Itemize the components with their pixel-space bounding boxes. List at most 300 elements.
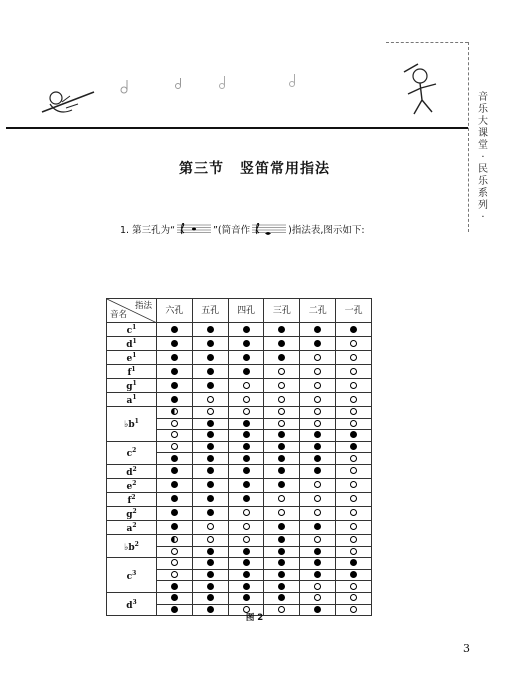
closed-hole-icon <box>207 420 214 427</box>
sidebar-char: 乐 <box>478 176 488 187</box>
closed-hole-icon <box>243 420 250 427</box>
note-octave-mark: 2 <box>132 447 137 455</box>
fingering-row <box>107 492 372 506</box>
closed-hole-icon <box>207 455 214 462</box>
fingering-row <box>107 323 372 337</box>
open-hole-icon <box>278 396 285 403</box>
closed-hole-icon <box>243 455 250 462</box>
note-name-cell <box>107 323 157 337</box>
closed-hole-icon <box>314 326 321 333</box>
open-hole-icon <box>207 523 214 530</box>
closed-hole-icon <box>243 583 250 590</box>
open-hole-icon <box>350 594 357 601</box>
hole-cell <box>228 506 264 520</box>
closed-hole-icon <box>207 495 214 502</box>
closed-hole-icon <box>243 467 250 474</box>
closed-hole-icon <box>207 443 214 450</box>
hole-cell <box>228 546 264 558</box>
closed-hole-icon <box>243 340 250 347</box>
closed-hole-icon <box>243 443 250 450</box>
hole-cell <box>300 464 336 478</box>
fingering-chart-table <box>106 298 372 616</box>
closed-hole-icon <box>207 431 214 438</box>
hole-cell <box>336 492 372 506</box>
open-hole-icon <box>350 354 357 361</box>
instruction-prefix: 1. 第三孔为“ <box>120 225 176 236</box>
hole-cell <box>336 478 372 492</box>
note-name-cell <box>107 464 157 478</box>
hole-cell <box>336 379 372 393</box>
closed-hole-icon <box>243 571 250 578</box>
open-hole-icon <box>278 382 285 389</box>
hole-cell <box>264 393 300 407</box>
hole-cell <box>228 478 264 492</box>
hole-cell <box>300 506 336 520</box>
open-hole-icon <box>350 420 357 427</box>
hole-cell <box>264 464 300 478</box>
hole-cell <box>192 492 228 506</box>
note-name-cell <box>107 393 157 407</box>
hole-cell <box>336 441 372 453</box>
hole-cell <box>336 407 372 419</box>
hole-cell <box>157 441 193 453</box>
open-hole-icon <box>278 420 285 427</box>
note-name-cell <box>107 558 157 593</box>
sidebar-char: 乐 <box>478 104 488 115</box>
hole-cell <box>192 323 228 337</box>
closed-hole-icon <box>171 340 178 347</box>
note-name: a <box>126 396 133 406</box>
hole-cell <box>300 430 336 442</box>
hole-cell <box>192 418 228 430</box>
hole-cell <box>336 569 372 581</box>
hole-cell <box>264 441 300 453</box>
note-name: d <box>126 340 133 350</box>
note-name-cell <box>107 379 157 393</box>
hole-cell <box>264 323 300 337</box>
open-hole-icon <box>278 368 285 375</box>
hole-cell <box>300 453 336 465</box>
hole-cell <box>157 430 193 442</box>
open-hole-icon <box>171 431 178 438</box>
hole-cell <box>264 569 300 581</box>
note-name: c <box>126 449 133 460</box>
fingering-row <box>107 478 372 492</box>
hole-cell <box>336 418 372 430</box>
hole-cell <box>336 520 372 534</box>
table-corner-header <box>107 299 157 323</box>
closed-hole-icon <box>243 326 250 333</box>
hole-cell <box>157 323 193 337</box>
hole-cell <box>157 492 193 506</box>
hole-cell <box>228 365 264 379</box>
hole-cell <box>264 379 300 393</box>
note-name: a <box>126 523 133 534</box>
hole-cell <box>300 393 336 407</box>
hole-cell <box>300 418 336 430</box>
corner-label-note-name: 音名 <box>110 310 128 320</box>
closed-hole-icon <box>314 455 321 462</box>
closed-hole-icon <box>171 583 178 590</box>
instruction-middle: ”(筒音作 <box>213 225 251 236</box>
hole-cell <box>264 546 300 558</box>
note-name: e <box>126 481 133 492</box>
hole-cell <box>300 323 336 337</box>
open-hole-icon <box>171 559 178 566</box>
open-hole-icon <box>350 340 357 347</box>
open-hole-icon <box>171 548 178 555</box>
hole-cell <box>157 506 193 520</box>
hole-cell <box>264 430 300 442</box>
sidebar-char: 列 <box>478 200 488 211</box>
note-octave-mark: 3 <box>132 569 137 577</box>
hole-cell <box>157 520 193 534</box>
hole-cell <box>300 365 336 379</box>
hole-cell <box>264 558 300 570</box>
open-hole-icon <box>350 467 357 474</box>
fingering-row <box>107 407 372 419</box>
hole-cell <box>336 464 372 478</box>
hole-cell <box>300 351 336 365</box>
hole-cell <box>192 407 228 419</box>
hole-cell <box>192 441 228 453</box>
hole-cell <box>264 418 300 430</box>
open-hole-icon <box>171 443 178 450</box>
section-number: 第三节 <box>179 161 224 177</box>
sidebar-char: · <box>481 212 485 223</box>
fingering-header-row <box>107 299 372 323</box>
note-name: ♭b <box>124 420 135 431</box>
hole-cell <box>264 492 300 506</box>
note-name: d <box>126 467 133 478</box>
open-hole-icon <box>207 396 214 403</box>
hole-cell <box>228 534 264 546</box>
hole-cell <box>228 464 264 478</box>
closed-hole-icon <box>171 481 178 488</box>
note-octave-mark: 3 <box>132 598 137 606</box>
closed-hole-icon <box>207 368 214 375</box>
fingering-row <box>107 365 372 379</box>
open-hole-icon <box>171 420 178 427</box>
hole-cell <box>228 492 264 506</box>
closed-hole-icon <box>350 571 357 578</box>
hole-cell <box>192 558 228 570</box>
open-hole-icon <box>243 509 250 516</box>
note-name: c <box>126 571 133 582</box>
hole-cell <box>300 569 336 581</box>
closed-hole-icon <box>278 481 285 488</box>
closed-hole-icon <box>243 548 250 555</box>
hole-cell <box>192 464 228 478</box>
header-dashed-border-right <box>468 42 469 232</box>
open-hole-icon <box>278 408 285 415</box>
note-name: c <box>126 326 133 336</box>
open-hole-icon <box>314 495 321 502</box>
open-hole-icon <box>278 495 285 502</box>
open-hole-icon <box>314 354 321 361</box>
note-octave-mark: 1 <box>132 338 137 345</box>
open-hole-icon <box>350 509 357 516</box>
page-number: 3 <box>463 642 470 655</box>
treble-staff-symbol <box>252 223 286 235</box>
hole-cell <box>157 534 193 546</box>
closed-hole-icon <box>171 354 178 361</box>
closed-hole-icon <box>207 583 214 590</box>
hole-cell <box>192 546 228 558</box>
note-name: f <box>127 495 132 506</box>
hole-cell <box>264 534 300 546</box>
closed-hole-icon <box>207 340 214 347</box>
note-name: ♭b <box>124 542 135 553</box>
closed-hole-icon <box>243 481 250 488</box>
closed-hole-icon <box>278 443 285 450</box>
dancing-musician-illustration <box>398 62 446 118</box>
open-hole-icon <box>350 481 357 488</box>
hole-cell <box>336 506 372 520</box>
hole-cell <box>264 337 300 351</box>
open-hole-icon <box>350 396 357 403</box>
closed-hole-icon <box>207 509 214 516</box>
hole-cell <box>264 506 300 520</box>
open-hole-icon <box>350 408 357 415</box>
hole-cell <box>264 351 300 365</box>
open-hole-icon <box>350 523 357 530</box>
hole-cell <box>336 365 372 379</box>
hole-cell <box>192 534 228 546</box>
sidebar-char: 音 <box>478 92 488 103</box>
music-note-doodle <box>214 70 304 94</box>
open-hole-icon <box>314 368 321 375</box>
note-name: g <box>126 509 133 520</box>
hole-cell <box>157 407 193 419</box>
hole-cell <box>192 337 228 351</box>
hole-cell <box>336 337 372 351</box>
note-octave-mark: 1 <box>131 366 136 373</box>
open-hole-icon <box>350 548 357 555</box>
header-rule <box>6 127 468 129</box>
hole-cell <box>300 546 336 558</box>
note-octave-mark: 2 <box>132 479 137 487</box>
sidebar-char: 民 <box>478 164 488 175</box>
hole-cell <box>192 430 228 442</box>
closed-hole-icon <box>243 559 250 566</box>
hole-cell <box>264 592 300 604</box>
hole-cell <box>192 365 228 379</box>
hole-cell <box>228 379 264 393</box>
section-heading: 竖笛常用指法 <box>240 161 330 177</box>
hole-cell <box>157 337 193 351</box>
note-octave-mark: 1 <box>134 418 139 426</box>
hole-cell <box>192 581 228 593</box>
closed-hole-icon <box>278 559 285 566</box>
hole-cell <box>192 520 228 534</box>
open-hole-icon <box>243 382 250 389</box>
hole-cell <box>264 520 300 534</box>
hole-cell <box>157 558 193 570</box>
fingering-row <box>107 558 372 570</box>
hole-column-header: 四孔 <box>228 299 264 323</box>
hole-cell <box>264 581 300 593</box>
hole-cell <box>192 379 228 393</box>
closed-hole-icon <box>243 368 250 375</box>
hole-column-header: 五孔 <box>192 299 228 323</box>
hole-cell <box>336 534 372 546</box>
hole-cell <box>192 393 228 407</box>
corner-label-fingering: 指法 <box>134 301 152 311</box>
hole-cell <box>336 558 372 570</box>
closed-hole-icon <box>314 559 321 566</box>
header-dashed-border-top <box>386 42 468 43</box>
hole-column-header: 二孔 <box>300 299 336 323</box>
fingering-row <box>107 337 372 351</box>
hole-cell <box>228 323 264 337</box>
closed-hole-icon <box>350 443 357 450</box>
closed-hole-icon <box>314 443 321 450</box>
note-name: g <box>126 382 133 392</box>
open-hole-icon <box>350 495 357 502</box>
closed-hole-icon <box>314 467 321 474</box>
hole-cell <box>228 351 264 365</box>
note-octave-mark: 1 <box>132 352 137 359</box>
hole-cell <box>157 464 193 478</box>
hole-cell <box>157 351 193 365</box>
hole-cell <box>157 453 193 465</box>
hole-column-header: 一孔 <box>336 299 372 323</box>
note-name: d <box>126 600 133 611</box>
hole-cell <box>300 492 336 506</box>
hole-cell <box>300 441 336 453</box>
note-octave-mark: 2 <box>134 540 139 548</box>
hole-cell <box>157 592 193 604</box>
note-name: e <box>126 354 133 364</box>
figure-caption: 图 2 <box>245 613 264 623</box>
hole-cell <box>157 478 193 492</box>
hole-cell <box>228 430 264 442</box>
closed-hole-icon <box>243 354 250 361</box>
hole-cell <box>157 418 193 430</box>
instruction-line <box>120 222 365 236</box>
note-name-cell <box>107 506 157 520</box>
closed-hole-icon <box>243 431 250 438</box>
fingering-row <box>107 379 372 393</box>
closed-hole-icon <box>171 509 178 516</box>
hole-cell <box>300 379 336 393</box>
open-hole-icon <box>243 408 250 415</box>
open-hole-icon <box>350 382 357 389</box>
open-hole-icon <box>314 536 321 543</box>
flute-player-illustration <box>38 84 98 120</box>
hole-cell <box>264 407 300 419</box>
open-hole-icon <box>350 583 357 590</box>
note-name-cell <box>107 351 157 365</box>
closed-hole-icon <box>278 583 285 590</box>
hole-cell <box>300 478 336 492</box>
sidebar-char: · <box>481 152 485 163</box>
closed-hole-icon <box>278 548 285 555</box>
open-hole-icon <box>207 536 214 543</box>
open-hole-icon <box>314 420 321 427</box>
open-hole-icon <box>207 408 214 415</box>
open-hole-icon <box>171 571 178 578</box>
closed-hole-icon <box>350 326 357 333</box>
hole-cell <box>336 592 372 604</box>
note-name: f <box>127 368 132 378</box>
closed-hole-icon <box>314 340 321 347</box>
closed-hole-icon <box>207 571 214 578</box>
hole-cell <box>300 407 336 419</box>
section-title <box>0 158 509 178</box>
hole-cell <box>336 453 372 465</box>
open-hole-icon <box>350 368 357 375</box>
fingering-row <box>107 520 372 534</box>
hole-cell <box>192 478 228 492</box>
hole-cell <box>336 393 372 407</box>
fingering-row <box>107 393 372 407</box>
hole-cell <box>300 520 336 534</box>
sidebar-char: 堂 <box>478 140 488 151</box>
fingering-row <box>107 351 372 365</box>
closed-hole-icon <box>278 455 285 462</box>
open-hole-icon <box>350 536 357 543</box>
hole-cell <box>336 581 372 593</box>
hole-cell <box>228 453 264 465</box>
note-name-cell <box>107 407 157 442</box>
closed-hole-icon <box>171 396 178 403</box>
hole-cell <box>300 558 336 570</box>
hole-cell <box>300 337 336 351</box>
closed-hole-icon <box>171 368 178 375</box>
closed-hole-icon <box>278 340 285 347</box>
open-hole-icon <box>314 481 321 488</box>
hole-cell <box>157 379 193 393</box>
hole-cell <box>157 393 193 407</box>
note-name-cell <box>107 337 157 351</box>
closed-hole-icon <box>171 382 178 389</box>
note-octave-mark: 2 <box>131 493 136 501</box>
closed-hole-icon <box>171 326 178 333</box>
note-octave-mark: 2 <box>132 507 137 515</box>
music-note-doodle <box>116 76 186 98</box>
note-octave-mark: 2 <box>132 521 137 529</box>
hole-column-header: 六孔 <box>157 299 193 323</box>
closed-hole-icon <box>278 536 285 543</box>
open-hole-icon <box>350 455 357 462</box>
closed-hole-icon <box>278 354 285 361</box>
closed-hole-icon <box>278 467 285 474</box>
closed-hole-icon <box>207 467 214 474</box>
closed-hole-icon <box>278 326 285 333</box>
open-hole-icon <box>314 509 321 516</box>
hole-cell <box>157 546 193 558</box>
hole-cell <box>228 393 264 407</box>
treble-staff-symbol <box>177 223 211 235</box>
hole-cell <box>228 407 264 419</box>
closed-hole-icon <box>207 326 214 333</box>
closed-hole-icon <box>207 559 214 566</box>
closed-hole-icon <box>314 431 321 438</box>
hole-cell <box>192 453 228 465</box>
hole-cell <box>157 581 193 593</box>
fingering-row <box>107 506 372 520</box>
closed-hole-icon <box>314 523 321 530</box>
open-hole-icon <box>314 396 321 403</box>
hole-cell <box>192 592 228 604</box>
half-hole-icon <box>171 536 178 543</box>
closed-hole-icon <box>350 559 357 566</box>
hole-cell <box>228 581 264 593</box>
hole-cell <box>300 592 336 604</box>
open-hole-icon <box>278 509 285 516</box>
